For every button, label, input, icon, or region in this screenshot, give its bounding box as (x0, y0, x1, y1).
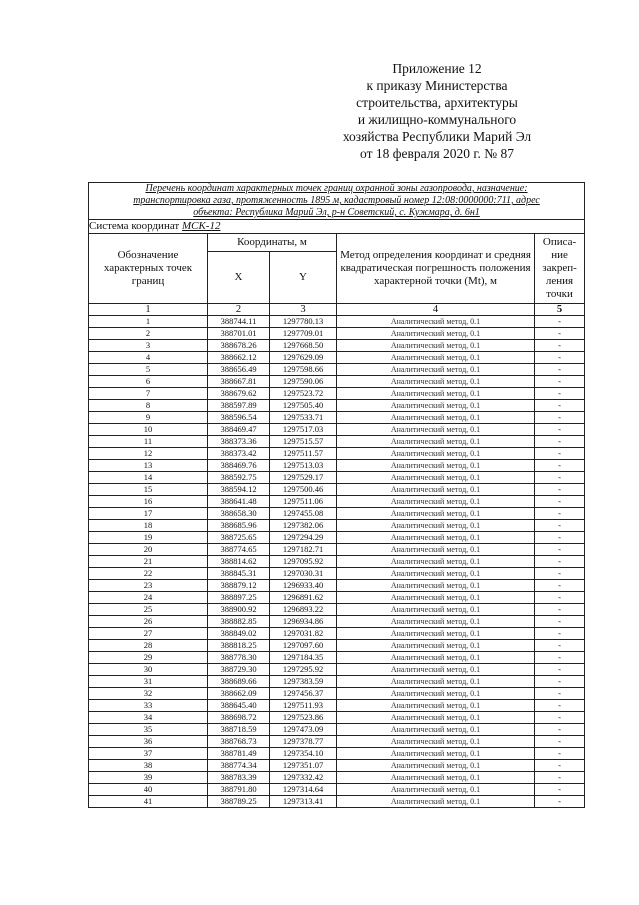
x-coordinate-cell: 388667.81 (208, 376, 270, 388)
table-row (89, 628, 585, 640)
y-coordinate-cell: 1297473.09 (270, 724, 337, 736)
y-coordinate-cell: 1297354.10 (270, 748, 337, 760)
method-cell: Аналитический метод, 0.1 (337, 400, 535, 412)
header-point: Обозначение характерных точек границ (89, 234, 208, 304)
table-row (89, 784, 585, 796)
table-row (89, 520, 585, 532)
y-coordinate-cell: 1296934.86 (270, 616, 337, 628)
method-cell: Аналитический метод, 0.1 (337, 688, 535, 700)
description-cell: - (535, 544, 585, 556)
table-row (89, 724, 585, 736)
appendix-line: хозяйства Республики Марий Эл (342, 129, 532, 144)
description-cell: - (535, 664, 585, 676)
x-coordinate-cell: 388725.65 (208, 532, 270, 544)
y-coordinate-cell: 1297598.66 (270, 364, 337, 376)
method-cell: Аналитический метод, 0.1 (337, 784, 535, 796)
table-row (89, 508, 585, 520)
description-cell: - (535, 316, 585, 328)
description-cell: - (535, 484, 585, 496)
table-title-line: транспортировка газа, протяженность 1895 м, кадастровый номер 12:08:0000000:711, адрес (133, 195, 540, 206)
y-coordinate-cell: 1297294.29 (270, 532, 337, 544)
table-row (89, 700, 585, 712)
appendix-header (287, 60, 587, 162)
point-number-cell: 8 (89, 400, 208, 412)
appendix-line: строительства, архитектуры (356, 95, 518, 110)
method-cell: Аналитический метод, 0.1 (337, 376, 535, 388)
x-coordinate-cell: 388679.62 (208, 388, 270, 400)
x-coordinate-cell: 388783.39 (208, 772, 270, 784)
y-coordinate-cell: 1297590.06 (270, 376, 337, 388)
point-number-cell: 7 (89, 388, 208, 400)
x-coordinate-cell: 388685.96 (208, 520, 270, 532)
table-row (89, 796, 585, 808)
x-coordinate-cell: 388469.76 (208, 460, 270, 472)
table-row (89, 616, 585, 628)
point-number-cell: 6 (89, 376, 208, 388)
method-cell: Аналитический метод, 0.1 (337, 676, 535, 688)
point-number-cell: 15 (89, 484, 208, 496)
y-coordinate-cell: 1297095.92 (270, 556, 337, 568)
point-number-cell: 27 (89, 628, 208, 640)
point-number-cell: 19 (89, 532, 208, 544)
y-coordinate-cell: 1297511.06 (270, 496, 337, 508)
coordinate-system (89, 220, 585, 234)
description-cell: - (535, 736, 585, 748)
method-cell: Аналитический метод, 0.1 (337, 652, 535, 664)
column-number: 2 (208, 304, 270, 316)
y-coordinate-cell: 1297383.59 (270, 676, 337, 688)
table-row (89, 592, 585, 604)
appendix-line: и жилищно-коммунального (357, 112, 517, 127)
description-cell: - (535, 724, 585, 736)
x-coordinate-cell: 388781.49 (208, 748, 270, 760)
x-coordinate-cell: 388689.66 (208, 676, 270, 688)
point-number-cell: 13 (89, 460, 208, 472)
method-cell: Аналитический метод, 0.1 (337, 640, 535, 652)
method-cell: Аналитический метод, 0.1 (337, 316, 535, 328)
description-cell: - (535, 424, 585, 436)
table-row (89, 640, 585, 652)
point-number-cell: 22 (89, 568, 208, 580)
point-number-cell: 20 (89, 544, 208, 556)
y-coordinate-cell: 1297030.31 (270, 568, 337, 580)
table-row (89, 436, 585, 448)
table-row (89, 664, 585, 676)
y-coordinate-cell: 1297295.92 (270, 664, 337, 676)
point-number-cell: 5 (89, 364, 208, 376)
method-cell: Аналитический метод, 0.1 (337, 460, 535, 472)
header-row (89, 234, 585, 252)
description-cell: - (535, 676, 585, 688)
method-cell: Аналитический метод, 0.1 (337, 760, 535, 772)
description-cell: - (535, 388, 585, 400)
description-cell: - (535, 640, 585, 652)
method-cell: Аналитический метод, 0.1 (337, 568, 535, 580)
x-coordinate-cell: 388718.59 (208, 724, 270, 736)
table-row (89, 460, 585, 472)
table-row (89, 424, 585, 436)
point-number-cell: 36 (89, 736, 208, 748)
table-row (89, 688, 585, 700)
y-coordinate-cell: 1297523.72 (270, 388, 337, 400)
description-cell: - (535, 796, 585, 808)
table-row (89, 448, 585, 460)
point-number-cell: 16 (89, 496, 208, 508)
table-row (89, 484, 585, 496)
description-cell: - (535, 580, 585, 592)
header-description: Описа-ние закреп-ления точки (535, 234, 585, 304)
method-cell: Аналитический метод, 0.1 (337, 664, 535, 676)
y-coordinate-cell: 1297456.37 (270, 688, 337, 700)
point-number-cell: 3 (89, 340, 208, 352)
point-number-cell: 18 (89, 520, 208, 532)
x-coordinate-cell: 388879.12 (208, 580, 270, 592)
description-cell: - (535, 472, 585, 484)
column-number-row (89, 304, 585, 316)
description-cell: - (535, 712, 585, 724)
y-coordinate-cell: 1297511.93 (270, 700, 337, 712)
table-row (89, 400, 585, 412)
description-cell: - (535, 568, 585, 580)
x-coordinate-cell: 388592.75 (208, 472, 270, 484)
point-number-cell: 9 (89, 412, 208, 424)
x-coordinate-cell: 388658.30 (208, 508, 270, 520)
point-number-cell: 23 (89, 580, 208, 592)
x-coordinate-cell: 388594.12 (208, 484, 270, 496)
point-number-cell: 21 (89, 556, 208, 568)
table-row (89, 472, 585, 484)
description-cell: - (535, 352, 585, 364)
table-row (89, 556, 585, 568)
point-number-cell: 38 (89, 760, 208, 772)
table-row (89, 376, 585, 388)
point-number-cell: 41 (89, 796, 208, 808)
table-title-row (89, 183, 585, 220)
description-cell: - (535, 616, 585, 628)
method-cell: Аналитический метод, 0.1 (337, 724, 535, 736)
table-row (89, 760, 585, 772)
appendix-line: от 18 февраля 2020 г. № 87 (360, 146, 514, 161)
coordinate-system-row (89, 220, 585, 234)
method-cell: Аналитический метод, 0.1 (337, 472, 535, 484)
y-coordinate-cell: 1296893.22 (270, 604, 337, 616)
description-cell: - (535, 784, 585, 796)
description-cell: - (535, 328, 585, 340)
x-coordinate-cell: 388645.40 (208, 700, 270, 712)
y-coordinate-cell: 1297182.71 (270, 544, 337, 556)
point-number-cell: 40 (89, 784, 208, 796)
y-coordinate-cell: 1296933.40 (270, 580, 337, 592)
x-coordinate-cell: 388373.36 (208, 436, 270, 448)
x-coordinate-cell: 388900.92 (208, 604, 270, 616)
x-coordinate-cell: 388768.73 (208, 736, 270, 748)
method-cell: Аналитический метод, 0.1 (337, 388, 535, 400)
x-coordinate-cell: 388596.54 (208, 412, 270, 424)
y-coordinate-cell: 1297184.35 (270, 652, 337, 664)
x-coordinate-cell: 388778.30 (208, 652, 270, 664)
point-number-cell: 33 (89, 700, 208, 712)
description-cell: - (535, 772, 585, 784)
x-coordinate-cell: 388597.89 (208, 400, 270, 412)
y-coordinate-cell: 1297629.09 (270, 352, 337, 364)
x-coordinate-cell: 388698.72 (208, 712, 270, 724)
description-cell: - (535, 340, 585, 352)
x-coordinate-cell: 388791.80 (208, 784, 270, 796)
y-coordinate-cell: 1297313.41 (270, 796, 337, 808)
y-coordinate-cell: 1297500.46 (270, 484, 337, 496)
column-number: 1 (89, 304, 208, 316)
point-number-cell: 30 (89, 664, 208, 676)
method-cell: Аналитический метод, 0.1 (337, 532, 535, 544)
description-cell: - (535, 760, 585, 772)
table-row (89, 532, 585, 544)
y-coordinate-cell: 1297505.40 (270, 400, 337, 412)
method-cell: Аналитический метод, 0.1 (337, 496, 535, 508)
description-cell: - (535, 688, 585, 700)
x-coordinate-cell: 388469.47 (208, 424, 270, 436)
appendix-line: Приложение 12 (392, 61, 482, 76)
x-coordinate-cell: 388897.25 (208, 592, 270, 604)
point-number-cell: 24 (89, 592, 208, 604)
y-coordinate-cell: 1297523.86 (270, 712, 337, 724)
y-coordinate-cell: 1297031.82 (270, 628, 337, 640)
description-cell: - (535, 460, 585, 472)
point-number-cell: 35 (89, 724, 208, 736)
point-number-cell: 34 (89, 712, 208, 724)
table-row (89, 388, 585, 400)
x-coordinate-cell: 388774.34 (208, 760, 270, 772)
table-row (89, 712, 585, 724)
description-cell: - (535, 496, 585, 508)
x-coordinate-cell: 388818.25 (208, 640, 270, 652)
description-cell: - (535, 592, 585, 604)
method-cell: Аналитический метод, 0.1 (337, 712, 535, 724)
method-cell: Аналитический метод, 0.1 (337, 628, 535, 640)
x-coordinate-cell: 388845.31 (208, 568, 270, 580)
x-coordinate-cell: 388662.12 (208, 352, 270, 364)
x-coordinate-cell: 388701.01 (208, 328, 270, 340)
method-cell: Аналитический метод, 0.1 (337, 520, 535, 532)
table-title (89, 183, 585, 220)
header-coordinates: Координаты, м (208, 234, 337, 252)
method-cell: Аналитический метод, 0.1 (337, 604, 535, 616)
x-coordinate-cell: 388662.09 (208, 688, 270, 700)
point-number-cell: 2 (89, 328, 208, 340)
table-row (89, 736, 585, 748)
method-cell: Аналитический метод, 0.1 (337, 700, 535, 712)
header-method: Метод определения координат и средняя квадратическая погрешность положения характерной точки (Mt), м (337, 234, 535, 304)
x-coordinate-cell: 388373.42 (208, 448, 270, 460)
y-coordinate-cell: 1297533.71 (270, 412, 337, 424)
table-title-line: Перечень координат характерных точек границ охранной зоны газопровода, назначение: (145, 183, 528, 194)
description-cell: - (535, 520, 585, 532)
y-coordinate-cell: 1297513.03 (270, 460, 337, 472)
table-row (89, 568, 585, 580)
coordinate-system-name: МСК-12 (181, 220, 221, 232)
x-coordinate-cell: 388729.30 (208, 664, 270, 676)
method-cell: Аналитический метод, 0.1 (337, 412, 535, 424)
y-coordinate-cell: 1297668.50 (270, 340, 337, 352)
point-number-cell: 17 (89, 508, 208, 520)
table-row (89, 328, 585, 340)
table-row (89, 772, 585, 784)
table-title-line: объекта: Республика Марий Эл, р-н Советский, с. Кужмара, д. 6н1 (193, 207, 480, 218)
description-cell: - (535, 448, 585, 460)
x-coordinate-cell: 388656.49 (208, 364, 270, 376)
y-coordinate-cell: 1297382.06 (270, 520, 337, 532)
y-coordinate-cell: 1297529.17 (270, 472, 337, 484)
x-coordinate-cell: 388744.11 (208, 316, 270, 328)
x-coordinate-cell: 388789.25 (208, 796, 270, 808)
y-coordinate-cell: 1297097.60 (270, 640, 337, 652)
coordinate-system-label: Система координат (89, 220, 180, 232)
method-cell: Аналитический метод, 0.1 (337, 340, 535, 352)
point-number-cell: 4 (89, 352, 208, 364)
y-coordinate-cell: 1297709.01 (270, 328, 337, 340)
x-coordinate-cell: 388882.85 (208, 616, 270, 628)
description-cell: - (535, 376, 585, 388)
description-cell: - (535, 604, 585, 616)
method-cell: Аналитический метод, 0.1 (337, 616, 535, 628)
point-number-cell: 25 (89, 604, 208, 616)
method-cell: Аналитический метод, 0.1 (337, 448, 535, 460)
table-row (89, 316, 585, 328)
description-cell: - (535, 412, 585, 424)
table-row (89, 352, 585, 364)
method-cell: Аналитический метод, 0.1 (337, 352, 535, 364)
column-number: 5 (535, 304, 585, 316)
description-cell: - (535, 436, 585, 448)
y-coordinate-cell: 1297332.42 (270, 772, 337, 784)
description-cell: - (535, 652, 585, 664)
description-cell: - (535, 400, 585, 412)
method-cell: Аналитический метод, 0.1 (337, 328, 535, 340)
point-number-cell: 11 (89, 436, 208, 448)
table-row (89, 748, 585, 760)
x-coordinate-cell: 388774.65 (208, 544, 270, 556)
table-row (89, 544, 585, 556)
x-coordinate-cell: 388641.48 (208, 496, 270, 508)
method-cell: Аналитический метод, 0.1 (337, 508, 535, 520)
y-coordinate-cell: 1297511.57 (270, 448, 337, 460)
point-number-cell: 29 (89, 652, 208, 664)
y-coordinate-cell: 1296891.62 (270, 592, 337, 604)
x-coordinate-cell: 388678.26 (208, 340, 270, 352)
column-number: 3 (270, 304, 337, 316)
method-cell: Аналитический метод, 0.1 (337, 592, 535, 604)
y-coordinate-cell: 1297351.07 (270, 760, 337, 772)
description-cell: - (535, 532, 585, 544)
table-row (89, 604, 585, 616)
point-number-cell: 1 (89, 316, 208, 328)
point-number-cell: 32 (89, 688, 208, 700)
method-cell: Аналитический метод, 0.1 (337, 436, 535, 448)
table-row (89, 652, 585, 664)
method-cell: Аналитический метод, 0.1 (337, 772, 535, 784)
appendix-line: к приказу Министерства (366, 78, 508, 93)
point-number-cell: 31 (89, 676, 208, 688)
description-cell: - (535, 700, 585, 712)
point-number-cell: 12 (89, 448, 208, 460)
method-cell: Аналитический метод, 0.1 (337, 556, 535, 568)
table-row (89, 364, 585, 376)
table-row (89, 340, 585, 352)
description-cell: - (535, 364, 585, 376)
header-y: Y (270, 252, 337, 304)
method-cell: Аналитический метод, 0.1 (337, 424, 535, 436)
y-coordinate-cell: 1297780.13 (270, 316, 337, 328)
table-row (89, 412, 585, 424)
point-number-cell: 37 (89, 748, 208, 760)
description-cell: - (535, 508, 585, 520)
x-coordinate-cell: 388849.02 (208, 628, 270, 640)
y-coordinate-cell: 1297314.64 (270, 784, 337, 796)
method-cell: Аналитический метод, 0.1 (337, 580, 535, 592)
point-number-cell: 26 (89, 616, 208, 628)
point-number-cell: 28 (89, 640, 208, 652)
method-cell: Аналитический метод, 0.1 (337, 484, 535, 496)
y-coordinate-cell: 1297515.57 (270, 436, 337, 448)
table-row (89, 496, 585, 508)
method-cell: Аналитический метод, 0.1 (337, 796, 535, 808)
description-cell: - (535, 748, 585, 760)
x-coordinate-cell: 388814.62 (208, 556, 270, 568)
point-number-cell: 10 (89, 424, 208, 436)
point-number-cell: 39 (89, 772, 208, 784)
y-coordinate-cell: 1297455.08 (270, 508, 337, 520)
table-row (89, 676, 585, 688)
table-row (89, 580, 585, 592)
description-cell: - (535, 628, 585, 640)
y-coordinate-cell: 1297378.77 (270, 736, 337, 748)
y-coordinate-cell: 1297517.03 (270, 424, 337, 436)
method-cell: Аналитический метод, 0.1 (337, 748, 535, 760)
method-cell: Аналитический метод, 0.1 (337, 544, 535, 556)
coordinates-table (88, 182, 585, 808)
column-number: 4 (337, 304, 535, 316)
description-cell: - (535, 556, 585, 568)
method-cell: Аналитический метод, 0.1 (337, 364, 535, 376)
point-number-cell: 14 (89, 472, 208, 484)
header-x: X (208, 252, 270, 304)
method-cell: Аналитический метод, 0.1 (337, 736, 535, 748)
